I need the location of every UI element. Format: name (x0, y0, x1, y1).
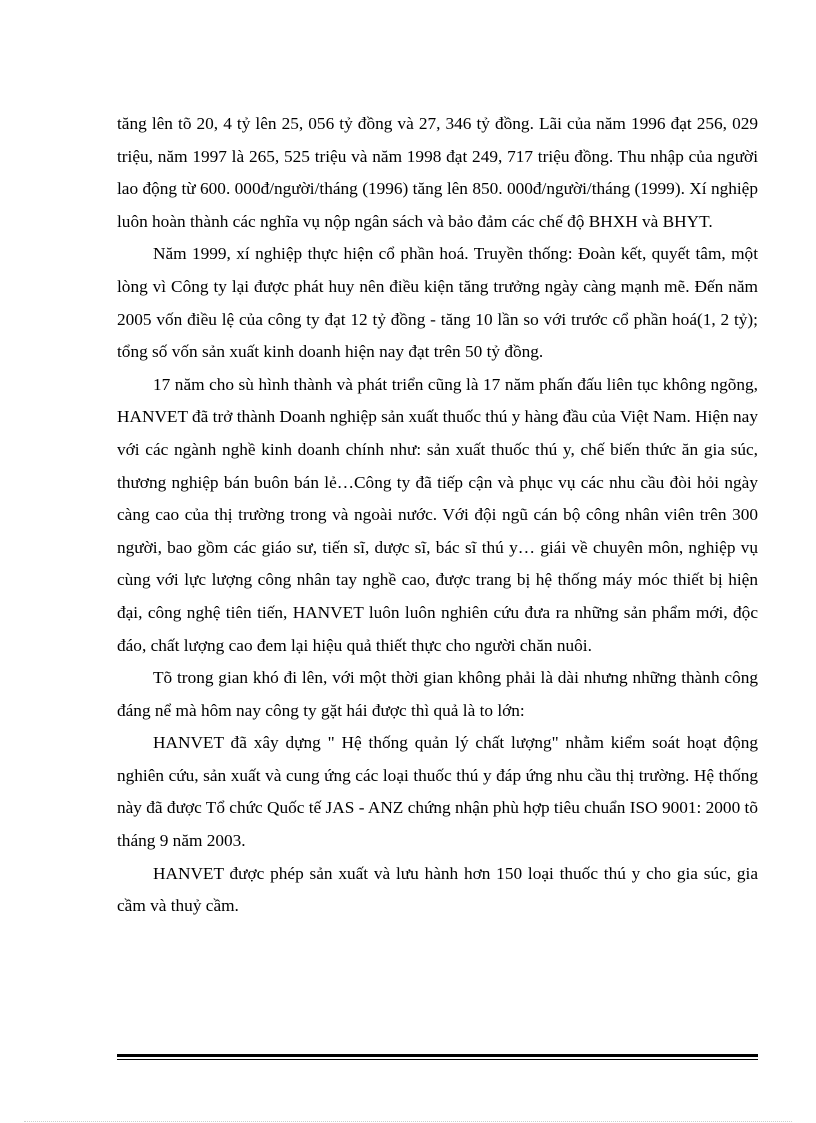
page-bottom-edge (24, 1121, 792, 1122)
footer-double-rule (117, 1054, 758, 1060)
paragraph-achievements-intro: Tõ trong gian khó đi lên, với một thời gian không phải là dài nhưng những thành công đáng nể mà hôm nay công ty gặt hái được thì quả là to lớn: (117, 668, 758, 720)
page-content (117, 108, 758, 923)
paragraph-product-license: HANVET được phép sản xuất và lưu hành hơn 150 loại thuốc thú y cho gia súc, gia cầm và thuỷ cầm. (117, 863, 758, 916)
paragraph-quality-system: HANVET đã xây dựng " Hệ thống quản lý chất lượng" nhằm kiểm soát hoạt động nghiên cứu, sản xuất và cung ứng các loại thuốc thú y đáp ứng nhu cầu thị trường. Hệ thống này đã được Tổ chức Quốc tế JAS - ANZ chứng nhận phù hợp tiêu chuẩn ISO 9001: 2000 tõ tháng 9 năm 2003. (117, 733, 758, 851)
paragraph-development-history: 17 năm cho sù hình thành và phát triển cũng là 17 năm phấn đấu liên tục không ngõng, HANVET đã trở thành Doanh nghiệp sản xuất thuốc thú y hàng đầu của Việt Nam. Hiện nay với các ngành nghề kinh doanh chính như: sản xuất thuốc thú y, chế biến thức ăn gia súc, thương nghiệp bán buôn bán lẻ…Công ty đã tiếp cận và phục vụ các nhu cầu đòi hỏi ngày càng cao của thị trường trong và ngoài nước. Với đội ngũ cán bộ công nhân viên trên 300 người, bao gồm các giáo sư, tiến sĩ, dược sĩ, bác sĩ thú y… giái về chuyên môn, nghiệp vụ cùng với lực lượng công nhân tay nghề cao, được trang bị hệ thống máy móc thiết bị hiện đại, công nghệ tiên tiến, HANVET luôn luôn nghiên cứu đưa ra những sản phẩm mới, độc đáo, chất lượng cao đem lại hiệu quả thiết thực cho người chăn nuôi. (117, 374, 758, 655)
paragraph-equitization: Năm 1999, xí nghiệp thực hiện cổ phần hoá. Truyền thống: Đoàn kết, quyết tâm, một lòng vì Công ty lại được phát huy nên điều kiện tăng trưởng ngày càng mạnh mẽ. Đến năm 2005 vốn điều lệ của công ty đạt 12 tỷ đồng - tăng 10 lần so với trước cổ phần hoá(1, 2 tỷ); tổng số vốn sản xuất kinh doanh hiện nay đạt trên 50 tỷ đồng. (117, 244, 758, 362)
paragraph-revenue-growth: tăng lên tõ 20, 4 tỷ lên 25, 056 tỷ đồng và 27, 346 tỷ đồng. Lãi của năm 1996 đạt 256, 029 triệu, năm 1997 là 265, 525 triệu và năm 1998 đạt 249, 717 triệu đồng. Thu nhập của người lao động từ 600. 000đ/người/tháng (1996) tăng lên 850. 000đ/người/tháng (1999). Xí nghiệp luôn hoàn thành các nghĩa vụ nộp ngân sách và bảo đảm các chế độ BHXH và BHYT. (117, 114, 758, 231)
